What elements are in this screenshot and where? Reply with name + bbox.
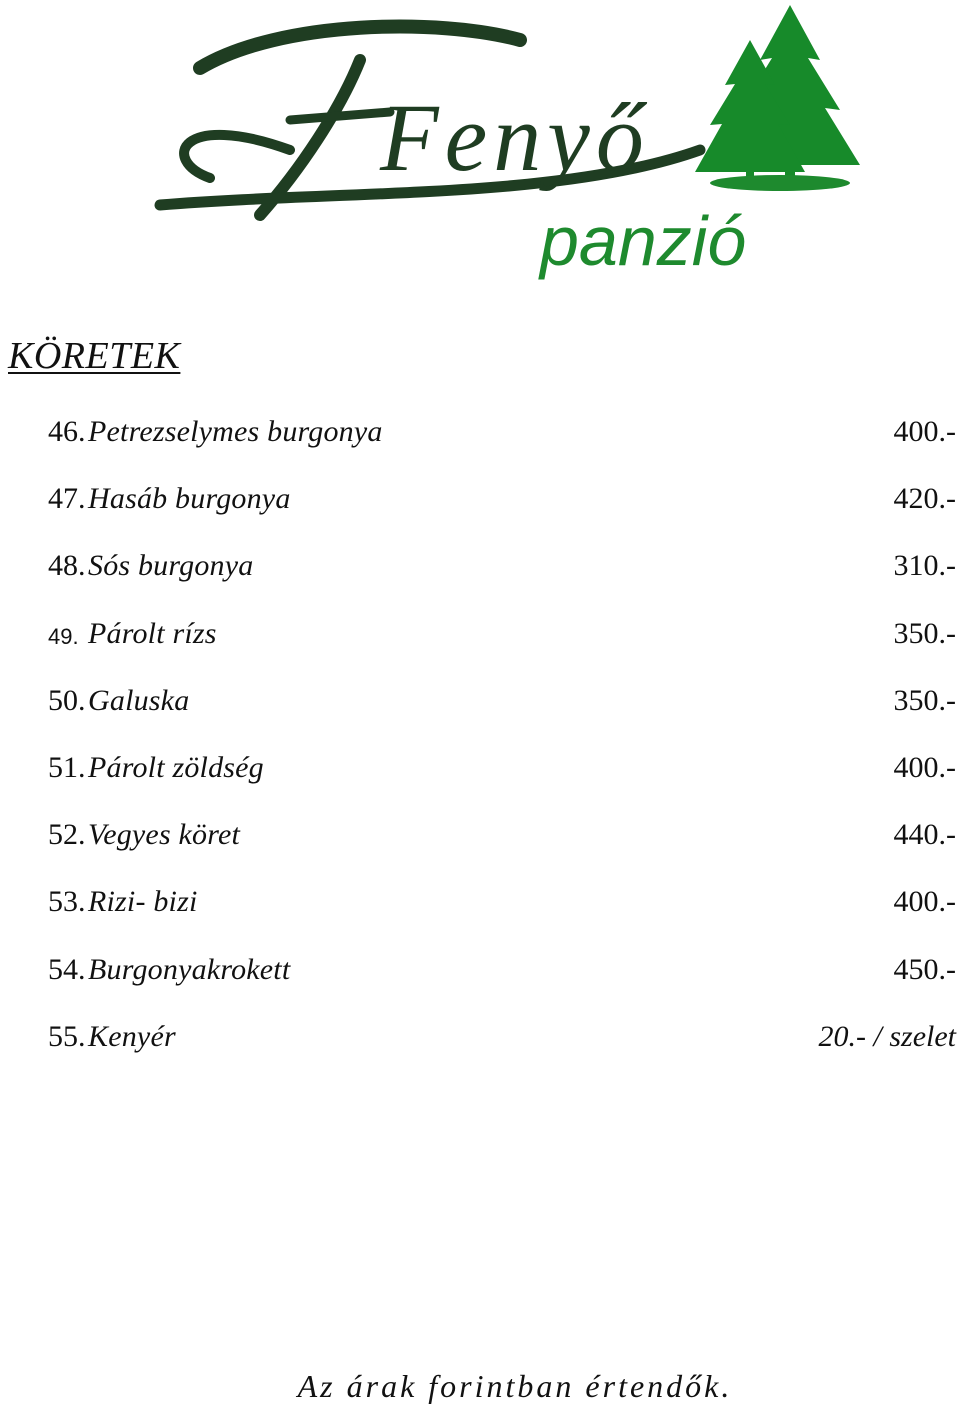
item-name: Rizi- bizi — [88, 885, 198, 919]
item-name: Vegyes köret — [88, 818, 241, 852]
item-number: 51. — [48, 750, 86, 784]
pine-trees-icon — [695, 5, 860, 191]
item-price: 350.- — [893, 616, 956, 650]
item-price: 400.- — [893, 750, 956, 784]
item-name: Párolt rízs — [88, 616, 217, 650]
menu-item — [0, 1017, 960, 1084]
item-price: 450.- — [893, 952, 956, 986]
item-price: 310.- — [893, 549, 956, 583]
item-price: 420.- — [893, 482, 956, 516]
item-number: 48. — [48, 549, 86, 583]
menu-item — [0, 748, 960, 815]
menu-item — [0, 546, 960, 613]
item-number: 54. — [48, 952, 86, 986]
item-price: 400.- — [893, 885, 956, 919]
item-number: 50. — [48, 683, 86, 717]
side-dishes-menu — [0, 412, 960, 1084]
item-name: Kenyér — [88, 1019, 176, 1053]
logo-script-text: Fenyő — [380, 84, 650, 191]
item-price: 20.- / szelet — [818, 1019, 956, 1053]
item-number: 55. — [48, 1019, 86, 1053]
item-number: 46. — [48, 415, 86, 448]
menu-item — [0, 950, 960, 1017]
item-name: Burgonyakrokett — [88, 952, 291, 986]
menu-item — [0, 614, 960, 681]
item-name: Sós burgonya — [88, 549, 254, 583]
item-price: 350.- — [893, 683, 956, 717]
menu-item — [0, 681, 960, 748]
pension-logo — [140, 0, 870, 290]
item-number: 47. — [48, 482, 86, 516]
item-name: Hasáb burgonya — [88, 482, 291, 516]
item-price: 400.- — [893, 415, 956, 448]
menu-item — [0, 479, 960, 546]
item-name: Párolt zöldség — [88, 750, 264, 784]
menu-item — [0, 815, 960, 882]
section-title: KÖRETEK — [8, 335, 181, 377]
item-name: Galuska — [88, 683, 190, 717]
price-currency-note: Az árak forintban értendők. — [297, 1368, 733, 1404]
logo-graphic — [140, 0, 870, 290]
item-number: 53. — [48, 885, 86, 919]
menu-item — [0, 412, 960, 479]
item-price: 440.- — [893, 818, 956, 852]
item-name: Petrezselymes burgonya — [88, 415, 383, 448]
logo-sub-text: panzió — [540, 202, 747, 280]
menu-item — [0, 882, 960, 949]
item-number: 49. — [48, 623, 79, 649]
item-number: 52. — [48, 818, 86, 852]
